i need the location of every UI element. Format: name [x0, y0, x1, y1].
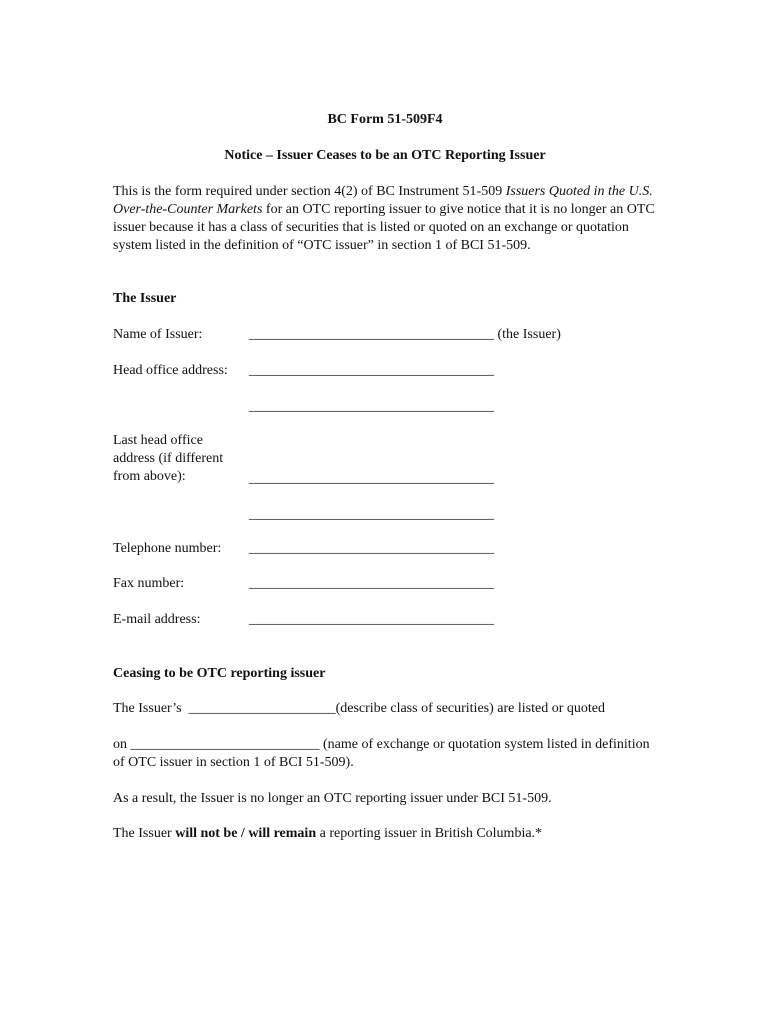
exchange-suffix: (name of exchange or quotation system listed in definition of OTC issuer in section 1 of BCI 51-509). — [113, 737, 650, 770]
exchange-paragraph — [113, 736, 658, 772]
instrument-title: Issuers Quoted in the U.S. Over-the-Counter Markets — [113, 184, 653, 217]
telephone-label: Telephone number: — [113, 541, 222, 556]
form-title: Notice – Issuer Ceases to be an OTC Reporting Issuer — [224, 148, 546, 163]
securities-suffix: (describe class of securities) are listed or quoted — [335, 701, 605, 716]
form-id: BC Form 51-509F4 — [327, 112, 443, 127]
telephone-field[interactable]: ___________________________________ — [249, 541, 494, 556]
status-options[interactable]: will not be / will remain — [175, 826, 317, 841]
ceasing-heading: Ceasing to be OTC reporting issuer — [113, 666, 326, 681]
status-suffix: a reporting issuer in British Columbia.* — [316, 826, 543, 841]
email-field[interactable]: ___________________________________ — [249, 612, 494, 627]
intro-text-1: This is the form required under section 4(2) of BC Instrument 51-509 — [113, 184, 506, 199]
name-blank: ___________________________________ — [249, 327, 494, 342]
email-label: E-mail address: — [113, 612, 201, 627]
name-suffix: (the Issuer) — [497, 327, 561, 342]
result-text: As a result, the Issuer is no longer an OTC reporting issuer under BCI 51-509. — [113, 791, 552, 806]
name-field[interactable] — [249, 326, 561, 344]
head-office-field-2[interactable]: ___________________________________ — [249, 399, 494, 414]
exchange-field[interactable]: ___________________________ — [130, 737, 320, 752]
issuer-heading: The Issuer — [113, 291, 177, 306]
last-head-office-field-1[interactable]: ___________________________________ — [249, 471, 494, 486]
fax-label: Fax number: — [113, 576, 185, 591]
head-office-field-1[interactable]: ___________________________________ — [249, 363, 494, 378]
securities-line — [113, 700, 605, 718]
reporting-status-line — [113, 825, 542, 843]
intro-paragraph — [113, 183, 658, 255]
head-office-label: Head office address: — [113, 363, 228, 378]
name-label: Name of Issuer: — [113, 327, 203, 342]
securities-class-field[interactable]: _____________________ — [188, 701, 336, 716]
last-head-office-field-2[interactable]: ___________________________________ — [249, 507, 494, 522]
intro-text-2: for an OTC reporting issuer to give notice that it is no longer an OTC issuer because it has a class of securities that is listed or quoted on an exchange or quotation system listed in the definition of “OTC issuer” in section 1 of BCI 51-509. — [113, 202, 655, 253]
exchange-prefix: on — [113, 737, 127, 752]
status-prefix: The Issuer — [113, 826, 176, 841]
fax-field[interactable]: ___________________________________ — [249, 576, 494, 591]
securities-prefix: The Issuer’s — [113, 701, 182, 716]
last-head-office-label: Last head office address (if different from above): — [113, 433, 224, 484]
